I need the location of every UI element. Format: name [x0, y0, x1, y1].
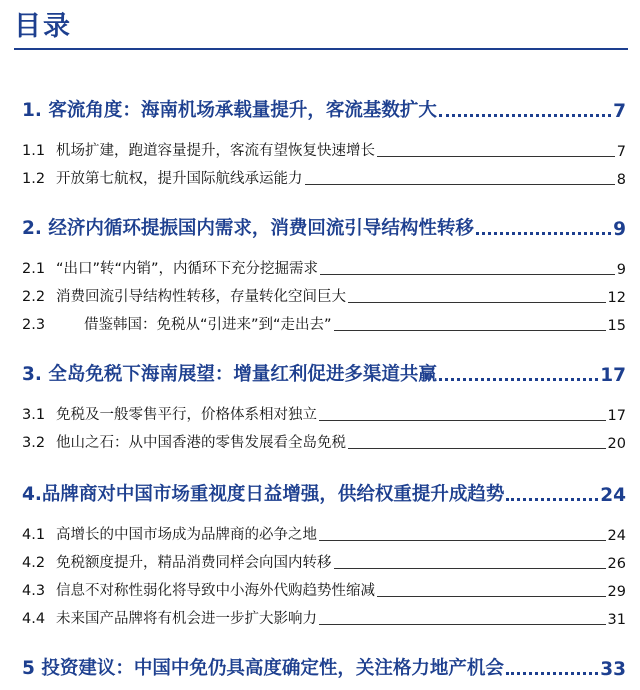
- leader-line: [334, 330, 606, 331]
- toc-section-1[interactable]: [22, 98, 626, 122]
- toc-page-number: 31: [607, 612, 626, 628]
- toc-section-title: 2. 经济内循环提振国内需求，消费回流引导结构性转移: [22, 218, 474, 239]
- toc-page-number: 7: [613, 101, 626, 122]
- toc-subsection-title: 开放第七航权，提升国际航线承运能力: [56, 171, 303, 187]
- page-title: 目录: [14, 11, 72, 42]
- dot-leader: [506, 498, 598, 501]
- toc-subsection-number: 4.3: [22, 583, 46, 599]
- toc-subsection-4-3[interactable]: [22, 580, 626, 600]
- toc-subsection-4-2[interactable]: [22, 552, 626, 572]
- toc-subsection-number: 4.1: [22, 527, 46, 543]
- toc-subsection-4-1[interactable]: [22, 524, 626, 544]
- toc-page-number: 29: [607, 584, 626, 600]
- leader-line: [377, 156, 615, 157]
- leader-line: [319, 420, 606, 421]
- toc-subsection-title: 免税额度提升，精品消费同样会向国内转移: [56, 555, 332, 571]
- toc-subsection-1-2[interactable]: [22, 168, 626, 188]
- dot-leader: [439, 378, 598, 381]
- leader-line: [319, 624, 606, 625]
- dot-leader: [476, 232, 611, 235]
- toc-subsection-title: “出口”转“内销”，内循环下充分挖掘需求: [56, 261, 319, 277]
- toc-subsection-title: 免税及一般零售平行，价格体系相对独立: [56, 407, 317, 423]
- toc-subsection-number: 4.2: [22, 555, 46, 571]
- toc-subsection-number: 3.2: [22, 435, 46, 451]
- dot-leader: [506, 672, 598, 675]
- leader-line: [377, 596, 606, 597]
- toc-subsection-title: 信息不对称性弱化将导致中小海外代购趋势性缩减: [56, 583, 375, 599]
- leader-line: [305, 184, 615, 185]
- toc-page-number: 17: [607, 408, 626, 424]
- toc-subsection-number: 1.2: [22, 171, 46, 187]
- toc-subsection-title: 机场扩建，跑道容量提升，客流有望恢复快速增长: [56, 143, 375, 159]
- toc-subsection-2-2[interactable]: [22, 286, 626, 306]
- toc-page-number: 24: [600, 485, 626, 506]
- toc-section-2[interactable]: [22, 216, 626, 240]
- leader-line: [348, 448, 606, 449]
- toc-section-title: 1. 客流角度：海南机场承载量提升，客流基数扩大: [22, 100, 437, 121]
- toc-page-number: 15: [607, 318, 626, 334]
- leader-line: [334, 568, 606, 569]
- toc-subsection-4-4[interactable]: [22, 608, 626, 628]
- toc-subsection-number: 2.3: [22, 317, 46, 333]
- toc-subsection-title: 他山之石：从中国香港的零售发展看全岛免税: [56, 435, 346, 451]
- toc-subsection-number: 3.1: [22, 407, 46, 423]
- toc-subsection-3-1[interactable]: [22, 404, 626, 424]
- toc-subsection-number: 4.4: [22, 611, 46, 627]
- toc-subsection-3-2[interactable]: [22, 432, 626, 452]
- toc-page-number: 17: [600, 365, 626, 386]
- toc-page-number: 24: [607, 528, 626, 544]
- toc-subsection-number: 2.1: [22, 261, 46, 277]
- leader-line: [348, 302, 606, 303]
- toc-section-3[interactable]: [22, 362, 626, 386]
- toc-section-title: 3. 全岛免税下海南展望：增量红利促进多渠道共赢: [22, 364, 437, 385]
- toc-section-5[interactable]: [22, 656, 626, 680]
- toc-subsection-title: 借鉴韩国：免税从“引进来”到“走出去”: [84, 317, 332, 333]
- toc-page-number: 7: [616, 144, 626, 160]
- toc-subsection-2-1[interactable]: [22, 258, 626, 278]
- toc-page-number: 12: [607, 290, 626, 306]
- toc-page-number: 20: [607, 436, 626, 452]
- toc-subsection-title: 高增长的中国市场成为品牌商的必争之地: [56, 527, 317, 543]
- toc-subsection-title: 未来国产品牌将有机会进一步扩大影响力: [56, 611, 317, 627]
- leader-line: [319, 540, 606, 541]
- toc-section-title: 4.品牌商对中国市场重视度日益增强，供给权重提升成趋势: [22, 484, 505, 505]
- toc-page-number: 8: [616, 172, 626, 188]
- toc-page-number: 26: [607, 556, 626, 572]
- toc-page-number: 33: [600, 659, 626, 680]
- toc-subsection-number: 2.2: [22, 289, 46, 305]
- toc-subsection-1-1[interactable]: [22, 140, 626, 160]
- toc-subsection-title: 消费回流引导结构性转移，存量转化空间巨大: [56, 289, 346, 305]
- leader-line: [320, 274, 615, 275]
- dot-leader: [439, 114, 611, 117]
- toc-section-4[interactable]: [22, 482, 626, 506]
- toc-page-number: 9: [613, 219, 626, 240]
- toc-subsection-number: 1.1: [22, 143, 46, 159]
- toc-page-number: 9: [616, 262, 626, 278]
- toc-section-title: 5 投资建议：中国中免仍具高度确定性，关注格力地产机会: [22, 658, 504, 679]
- toc-subsection-2-3[interactable]: [22, 314, 626, 334]
